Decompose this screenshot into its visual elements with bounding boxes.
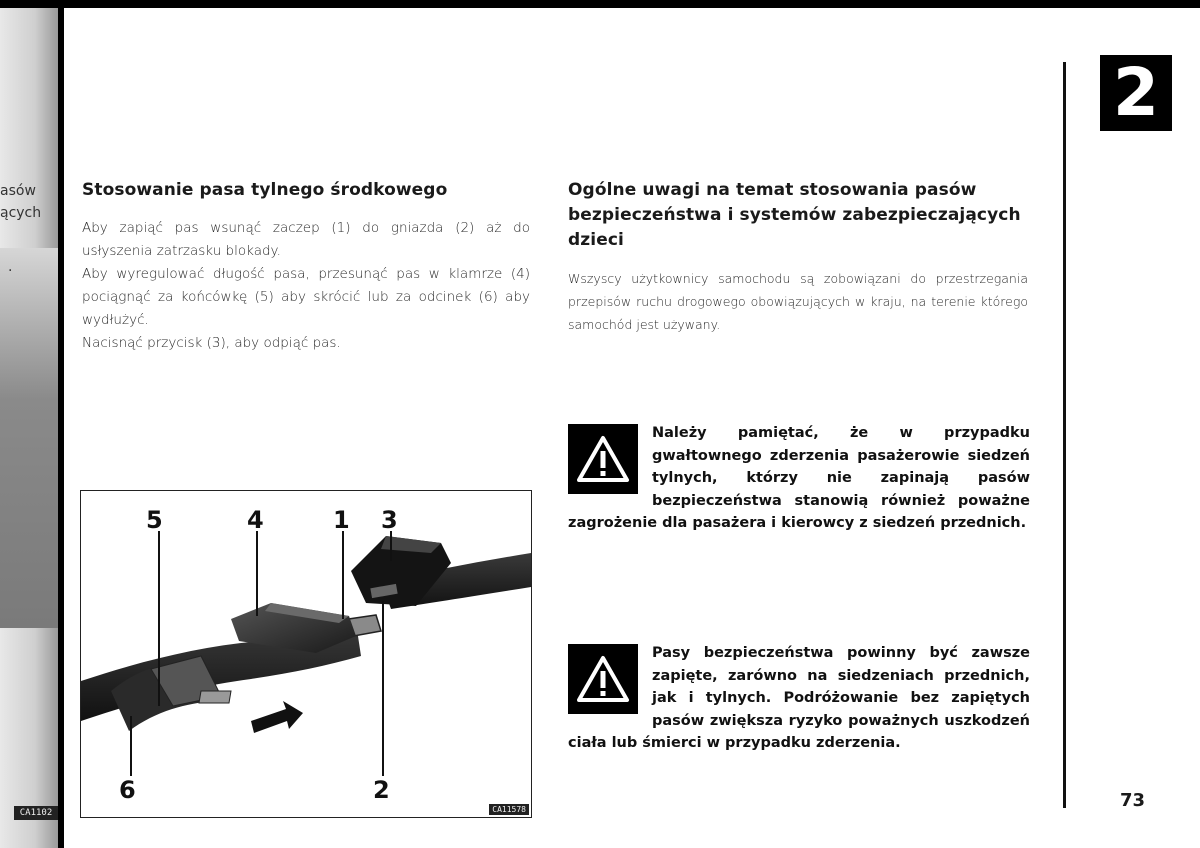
previous-page-edge xyxy=(0,8,58,848)
top-edge-bar xyxy=(0,0,1200,8)
left-paragraph-1: Aby zapiąć pas wsunąć zaczep (1) do gniazda (2) aż do usłyszenia zatrzasku blokady. xyxy=(82,220,530,259)
spine-shadow xyxy=(58,0,64,848)
warning-triangle-icon xyxy=(568,424,638,494)
seatbelt-figure xyxy=(80,490,532,818)
previous-page-fragment-2: ących xyxy=(0,205,42,221)
warning-block-1 xyxy=(568,422,1030,535)
warning-text-2: Pasy bezpieczeństwa powinny być zawsze zapięte, zarówno na siedzeniach przednich, jak i tylnych. Podróżowanie bez zapiętych pasów zwiększa ryzyko poważnych uszkodzeń ciała lub śmierci w przypadku zderzenia. xyxy=(568,645,1030,751)
previous-page-figure-code: CA1102 xyxy=(14,806,58,820)
chapter-number-box: 2 xyxy=(1100,55,1172,131)
right-column xyxy=(568,178,1028,336)
previous-page-fragment-1: asów xyxy=(0,183,36,199)
right-paragraph: Wszyscy użytkownicy samochodu są zobowiązani do przestrzegania przepisów ruchu drogowego obowiązujących w kraju, na terenie którego samochód jest używany. xyxy=(568,271,1028,332)
warning-triangle-icon xyxy=(568,644,638,714)
figure-code: CA11578 xyxy=(489,804,529,815)
left-paragraph-2: Aby wyregulować długość pasa, przesunąć pas w klamrze (4) pociągnąć za końcówkę (5) aby skrócić lub za odcinek (6) aby wydłużyć. xyxy=(82,266,530,328)
left-paragraph-3: Nacisnąć przycisk (3), aby odpiąć pas. xyxy=(82,335,341,351)
page-number: 73 xyxy=(1120,790,1146,811)
callout-6: 6 xyxy=(119,776,136,804)
callout-3: 3 xyxy=(381,506,398,534)
right-section-heading: Ogólne uwagi na temat stosowania pasów bezpieczeństwa i systemów zabezpieczających dzieci xyxy=(568,180,1021,250)
callout-2: 2 xyxy=(373,776,390,804)
previous-page-shadow xyxy=(0,248,58,628)
left-column xyxy=(82,178,530,355)
callout-1: 1 xyxy=(333,506,350,534)
warning-block-2 xyxy=(568,642,1030,755)
previous-page-fragment-3: . xyxy=(8,259,13,275)
callout-5: 5 xyxy=(146,506,163,534)
warning-text-1: Należy pamiętać, że w przypadku gwałtownego zderzenia pasażerowie siedzeń tylnych, którzy nie zapinają pasów bezpieczeństwa stanowią również poważne zagrożenie dla pasażera i kierowcy z siedzeń przednich. xyxy=(568,425,1030,531)
seatbelt-illustration xyxy=(81,491,531,817)
margin-rule xyxy=(1063,62,1066,808)
callout-4: 4 xyxy=(247,506,264,534)
left-section-heading: Stosowanie pasa tylnego środkowego xyxy=(82,180,448,200)
